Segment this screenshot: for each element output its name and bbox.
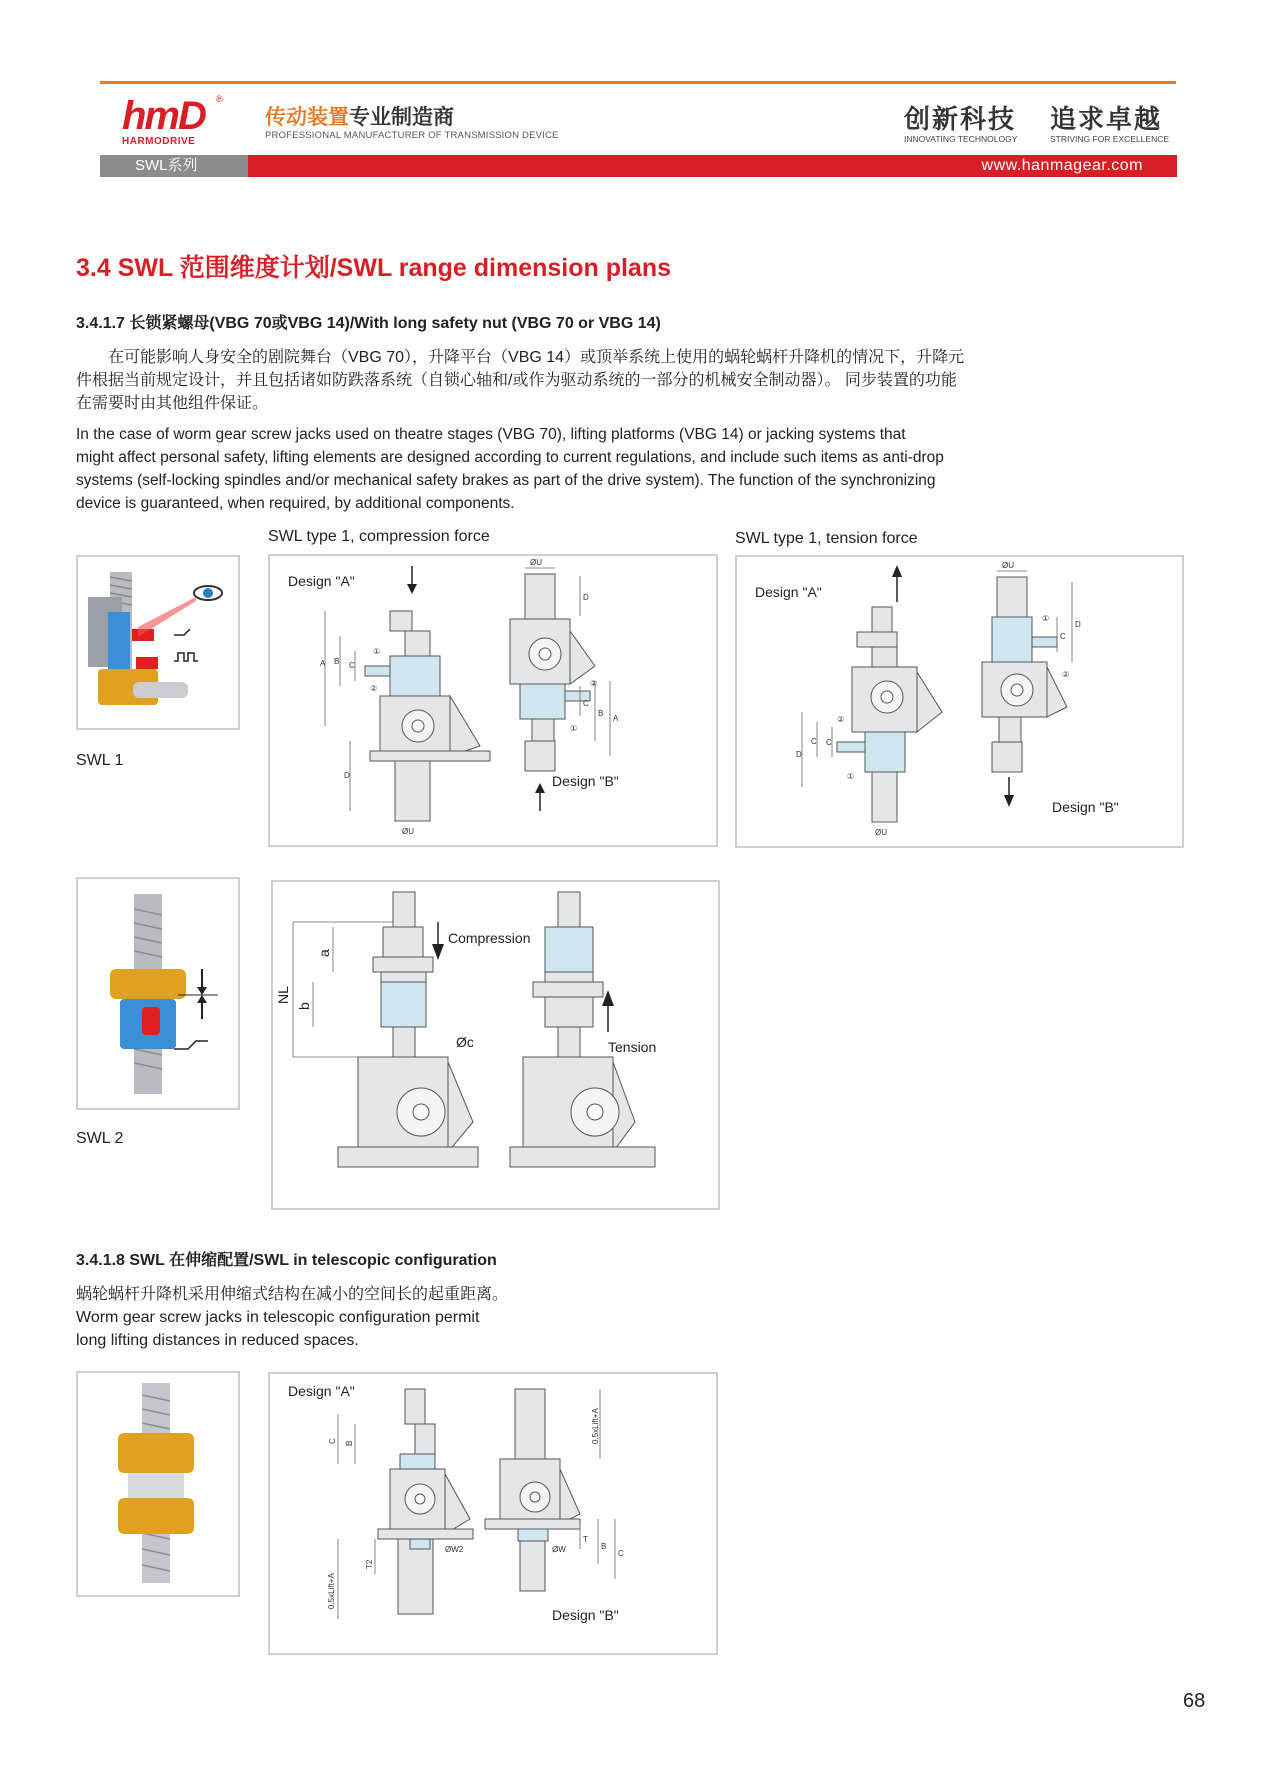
caption-tension: SWL type 1, tension force [735, 530, 918, 547]
dim-b-label: B [601, 1542, 607, 1551]
intro-cn-line: 在需要时由其他组件保证。 [76, 395, 269, 412]
design-b-label: Design "B" [1052, 799, 1119, 815]
design-a-label: Design "A" [288, 573, 355, 589]
telescopic-illustration [76, 1371, 240, 1597]
design-b-label: Design "B" [552, 1607, 619, 1623]
dim-d-label: D [1075, 620, 1081, 629]
dim-c-label: C [826, 738, 832, 747]
swl2-diagram [271, 880, 720, 1210]
a-label: a [316, 949, 332, 957]
series-label: SWL系列 [100, 155, 248, 177]
dia-u-label: ØU [530, 558, 542, 567]
marker-1: ① [373, 647, 381, 656]
design-a-label: Design "A" [755, 584, 822, 600]
dim-a-label: A [613, 714, 619, 723]
marker-1: ① [847, 772, 855, 781]
dim-a-label: A [320, 659, 326, 668]
subsection-title-long-safety-nut: 3.4.1.7 长锁紧螺母(VBG 70或VBG 14)/With long safety nut (VBG 70 or VBG 14) [76, 315, 661, 332]
registered-mark: ® [216, 94, 223, 104]
tension-drawing [737, 557, 1182, 846]
swl1-illustration [76, 555, 240, 730]
swl2-picture [78, 879, 238, 1108]
slogan-striving-en: STRIVING FOR EXCELLENCE [1050, 134, 1170, 144]
caption-compression: SWL type 1, compression force [268, 528, 490, 545]
telescopic-diagram [268, 1372, 718, 1655]
nl-label: NL [275, 986, 291, 1004]
dim-c-label: C [328, 1438, 337, 1444]
swl1-label: SWL 1 [76, 752, 124, 769]
dim-c-label: C [1060, 632, 1066, 641]
swl2-drawing [273, 882, 718, 1208]
dia-w2-label: ØW2 [445, 1545, 464, 1554]
marker-2: ② [590, 679, 598, 688]
compression-drawing [270, 556, 716, 845]
subsection-title-telescopic: 3.4.1.8 SWL 在伸缩配置/SWL in telescopic configuration [76, 1252, 497, 1269]
header-en-title: PROFESSIONAL MANUFACTURER OF TRANSMISSION DEVICE [265, 130, 559, 141]
dim-d-label: D [344, 771, 350, 780]
telescopic-en-line: long lifting distances in reduced spaces. [76, 1332, 359, 1349]
telescopic-paragraph [76, 1283, 676, 1352]
dim-c-label: C [811, 737, 817, 746]
t-label: T [583, 1535, 588, 1544]
dia-u-label: ØU [402, 827, 414, 836]
intro-en-line: In the case of worm gear screw jacks used on theatre stages (VBG 70), lifting platforms (VBG 14) or jacking systems that [76, 426, 906, 443]
compression-label: Compression [448, 930, 531, 946]
dim-b-label: B [598, 709, 604, 718]
swl1-picture [78, 557, 238, 728]
intro-en-line: might affect personal safety, lifting elements are designed according to current regulations, and include such items as anti-drop [76, 449, 944, 466]
header-cn-title [265, 101, 454, 131]
dim-b-label: B [334, 657, 340, 666]
website-link[interactable]: www.hanmagear.com [248, 155, 1177, 177]
slogan-striving: 追求卓越 [1050, 105, 1163, 135]
intro-cn-line: 在可能影响人身安全的剧院舞台（VBG 70），升降平台（VBG 14）或顶举系统上使用的蜗轮蜗杆升降机的情况下，升降元 [108, 349, 965, 366]
marker-2: ② [1062, 670, 1070, 679]
header-cn-title-orange: 传动装置 [265, 106, 349, 129]
logo-subtext: HARMODRIVE [122, 136, 196, 147]
dim-d-label: D [796, 750, 802, 759]
t2-label: T2 [365, 1559, 374, 1569]
header-cn-title-dark: 专业制造商 [349, 106, 454, 129]
intro-en-line: systems (self-locking spindles and/or mechanical safety brakes as part of the drive system). The function of the synchronizing [76, 472, 936, 489]
marker-2: ② [370, 684, 378, 693]
intro-paragraph-cn [76, 346, 1076, 415]
telescopic-cn-line: 蜗轮蜗杆升降机采用伸缩式结构在减小的空间长的起重距离。 [76, 1286, 509, 1303]
dim-c-label: C [349, 661, 355, 670]
design-a-label: Design "A" [288, 1383, 355, 1399]
intro-en-line: device is guaranteed, when required, by additional components. [76, 495, 515, 512]
dim-b-label: B [345, 1440, 354, 1446]
dim-d-label: D [583, 593, 589, 602]
telescopic-picture [78, 1373, 238, 1595]
intro-cn-line: 件根据当前规定设计，并且包括诸如防跌落系统（自锁心轴和/或作为驱动系统的一部分的机械安全制动器）。 同步装置的功能 [76, 372, 957, 389]
telescopic-drawing [270, 1374, 716, 1653]
tension-diagram [735, 555, 1184, 848]
marker-1: ① [1042, 614, 1050, 623]
logo-text: hmD [122, 94, 205, 138]
telescopic-en-line: Worm gear screw jacks in telescopic configuration permit [76, 1309, 480, 1326]
dia-w-label: ØW [552, 1545, 566, 1554]
half-lift-label: 0,5xLift+A [591, 1408, 600, 1444]
slogan-innovating-en: INNOVATING TECHNOLOGY [904, 134, 1018, 144]
page-number: 68 [1183, 1690, 1206, 1712]
slogan-innovating: 创新科技 [904, 105, 1017, 135]
dim-c-label: C [583, 699, 589, 708]
dia-u-label: ØU [875, 828, 887, 837]
dim-c-label: C [618, 1549, 624, 1558]
company-logo [122, 96, 227, 146]
design-b-label: Design "B" [552, 773, 619, 789]
dia-c-label: Øc [456, 1034, 474, 1050]
swl2-illustration [76, 877, 240, 1110]
half-lift-label: 0,5xLift+A [327, 1573, 336, 1609]
marker-2: ② [837, 715, 845, 724]
intro-paragraph-en [76, 423, 1096, 515]
compression-diagram [268, 554, 718, 847]
section-title: 3.4 SWL 范围维度计划/SWL range dimension plans [76, 254, 671, 282]
tension-label: Tension [608, 1039, 657, 1055]
b-label: b [296, 1002, 312, 1010]
dia-u-label: ØU [1002, 561, 1014, 570]
swl2-label: SWL 2 [76, 1130, 124, 1147]
header-rule [100, 81, 1176, 84]
marker-1: ① [570, 724, 578, 733]
